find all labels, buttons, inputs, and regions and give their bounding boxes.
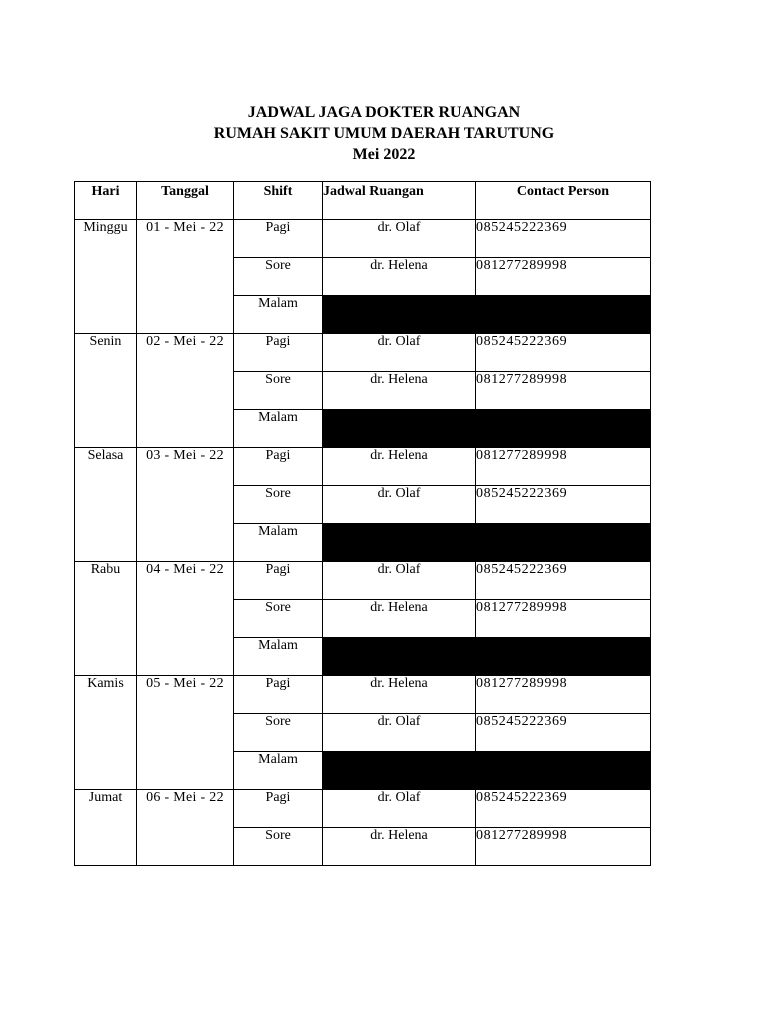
document-title	[0, 102, 768, 165]
header-contact-person: Contact Person	[476, 182, 651, 220]
shift-cell: Sore	[234, 486, 323, 524]
shift-cell: Pagi	[234, 562, 323, 600]
title-line-3: Mei 2022	[352, 146, 416, 163]
table-row	[75, 220, 651, 258]
table-row	[75, 676, 651, 714]
doctor-cell: dr. Helena	[323, 600, 476, 638]
date-cell: 01 - Mei - 22	[137, 220, 234, 334]
contact-cell: 085245222369	[476, 334, 651, 372]
shift-cell: Sore	[234, 258, 323, 296]
table-row	[75, 790, 651, 828]
contact-cell: 081277289998	[476, 258, 651, 296]
doctor-cell: dr. Helena	[323, 676, 476, 714]
shift-cell: Malam	[234, 296, 323, 334]
doctor-cell: dr. Helena	[323, 372, 476, 410]
shift-cell: Malam	[234, 752, 323, 790]
header-jadwal-ruangan: Jadwal Ruangan	[323, 182, 476, 220]
doctor-cell: dr. Helena	[323, 448, 476, 486]
date-cell: 06 - Mei - 22	[137, 790, 234, 866]
contact-cell: 085245222369	[476, 790, 651, 828]
shift-cell: Pagi	[234, 790, 323, 828]
contact-cell: 085245222369	[476, 486, 651, 524]
doctor-cell: dr. Olaf	[323, 334, 476, 372]
title-line-2: RUMAH SAKIT UMUM DAERAH TARUTUNG	[213, 125, 555, 142]
redacted-block	[323, 752, 651, 790]
table-row	[75, 562, 651, 600]
redacted-block	[323, 410, 651, 448]
shift-cell: Sore	[234, 714, 323, 752]
redacted-block	[323, 296, 651, 334]
day-name-cell: Kamis	[75, 676, 137, 790]
day-name-cell: Selasa	[75, 448, 137, 562]
doctor-cell: dr. Helena	[323, 258, 476, 296]
doctor-cell: dr. Olaf	[323, 790, 476, 828]
shift-cell: Sore	[234, 828, 323, 866]
shift-cell: Sore	[234, 600, 323, 638]
shift-cell: Pagi	[234, 448, 323, 486]
redacted-block	[323, 524, 651, 562]
contact-cell: 081277289998	[476, 448, 651, 486]
day-name-cell: Jumat	[75, 790, 137, 866]
doctor-cell: dr. Olaf	[323, 486, 476, 524]
table-row	[75, 448, 651, 486]
contact-cell: 081277289998	[476, 828, 651, 866]
contact-cell: 085245222369	[476, 714, 651, 752]
schedule-table	[74, 181, 651, 866]
header-hari: Hari	[75, 182, 137, 220]
contact-cell: 085245222369	[476, 220, 651, 258]
shift-cell: Pagi	[234, 220, 323, 258]
day-name-cell: Minggu	[75, 220, 137, 334]
header-row	[75, 182, 651, 220]
doctor-cell: dr. Helena	[323, 828, 476, 866]
header-shift: Shift	[234, 182, 323, 220]
title-line-1: JADWAL JAGA DOKTER RUANGAN	[247, 104, 521, 121]
shift-cell: Malam	[234, 524, 323, 562]
schedule-body	[75, 220, 651, 866]
contact-cell: 081277289998	[476, 600, 651, 638]
contact-cell: 085245222369	[476, 562, 651, 600]
doctor-cell: dr. Olaf	[323, 562, 476, 600]
day-name-cell: Rabu	[75, 562, 137, 676]
date-cell: 03 - Mei - 22	[137, 448, 234, 562]
date-cell: 04 - Mei - 22	[137, 562, 234, 676]
day-name-cell: Senin	[75, 334, 137, 448]
shift-cell: Pagi	[234, 676, 323, 714]
shift-cell: Pagi	[234, 334, 323, 372]
header-tanggal: Tanggal	[137, 182, 234, 220]
date-cell: 05 - Mei - 22	[137, 676, 234, 790]
redacted-block	[323, 638, 651, 676]
date-cell: 02 - Mei - 22	[137, 334, 234, 448]
doctor-cell: dr. Olaf	[323, 714, 476, 752]
doctor-cell: dr. Olaf	[323, 220, 476, 258]
contact-cell: 081277289998	[476, 676, 651, 714]
table-row	[75, 334, 651, 372]
shift-cell: Malam	[234, 638, 323, 676]
shift-cell: Malam	[234, 410, 323, 448]
contact-cell: 081277289998	[476, 372, 651, 410]
shift-cell: Sore	[234, 372, 323, 410]
